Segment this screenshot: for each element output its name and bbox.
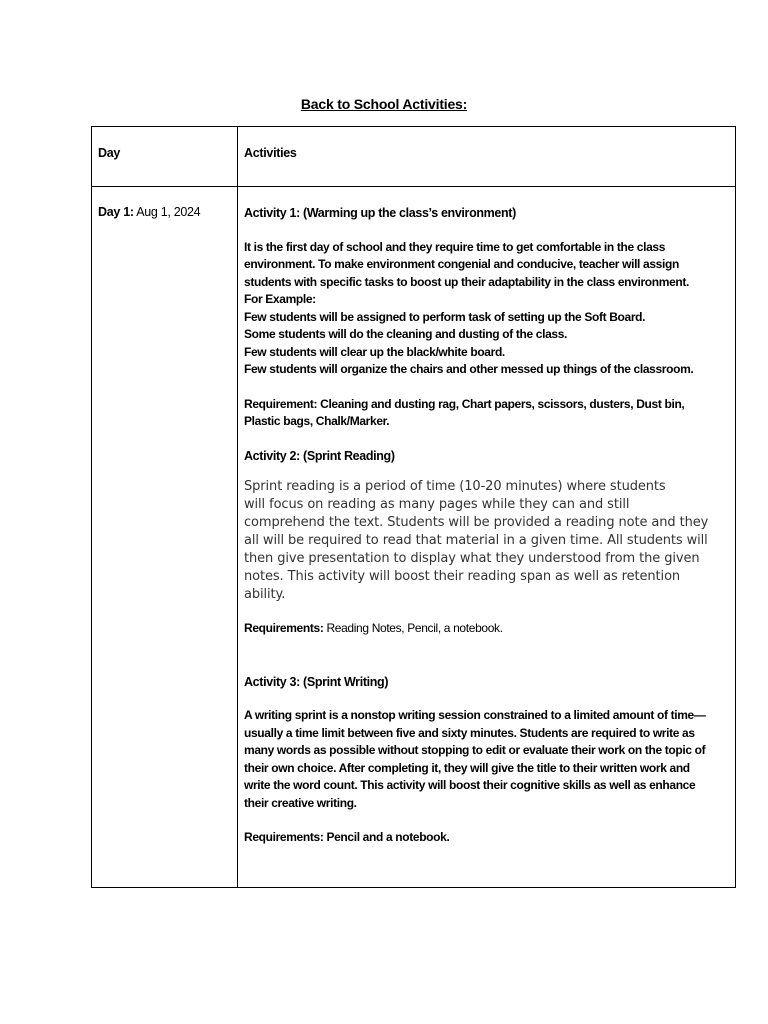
activity-1-line: It is the first day of school and they require time to get comfortable in the class <box>244 239 666 254</box>
activity-3-description <box>244 707 729 812</box>
activity-2-line: all will be required to read that material in a given time. All students will <box>244 533 708 548</box>
activities-content <box>238 187 735 847</box>
day-text <box>92 187 237 219</box>
activity-1-line: For Example: <box>244 292 316 306</box>
day-date: Aug 1, 2024 <box>133 205 201 219</box>
activity-3-title: Activity 3: (Sprint Writing) <box>244 674 389 689</box>
table-header-row <box>92 127 736 187</box>
activity-1-line: Few students will organize the chairs and other messed up things of the classroom. <box>244 362 694 376</box>
table-row <box>92 187 736 888</box>
activities-cell <box>238 187 736 888</box>
activity-1-requirement <box>244 396 729 431</box>
header-activities-cell <box>238 127 736 187</box>
activity-1-line: Few students will be assigned to perform task of setting up the Soft Board. <box>244 309 646 324</box>
activity-1-line: environment. To make environment congenial and conducive, teacher will assign <box>244 257 679 271</box>
activity-3-line: usually a time limit between five and sixty minutes. Students are required to write as <box>244 725 695 740</box>
activity-3-line: write the word count. This activity will boost their cognitive skills as well as enhance <box>244 778 696 792</box>
activity-2-title: Activity 2: (Sprint Reading) <box>244 448 395 463</box>
activity-1-line: students with specific tasks to boost up their adaptability in the class environment. <box>244 274 690 289</box>
activity-2-line: then give presentation to display what they understood from the given <box>244 551 700 566</box>
header-day-cell <box>92 127 238 187</box>
activity-3-line: their own choice. After completing it, they will give the title to their written work and <box>244 760 690 775</box>
activity-3-line: their creative writing. <box>244 795 357 810</box>
activities-table <box>91 126 736 888</box>
activity-3-line: A writing sprint is a nonstop writing session constrained to a limited amount of time— <box>244 708 706 722</box>
activity-2-requirements-label: Requirements: <box>244 621 324 635</box>
activity-3-line: many words as possible without stopping to edit or evaluate their work on the topic of <box>244 743 706 757</box>
activity-1-description <box>244 239 729 379</box>
activity-2-line: ability. <box>244 587 286 602</box>
activity-1-line: Some students will do the cleaning and dusting of the class. <box>244 327 568 341</box>
header-day: Day <box>98 146 121 160</box>
header-activities: Activities <box>244 146 297 160</box>
activity-1-requirement-line: Requirement: Cleaning and dusting rag, Chart papers, scissors, dusters, Dust bin, <box>244 396 685 411</box>
activity-2-line: comprehend the text. Students will be provided a reading note and they <box>244 515 709 530</box>
activity-2-line: will focus on reading as many pages while they can and still <box>244 497 630 512</box>
activity-1-line: Few students will clear up the black/white board. <box>244 344 505 359</box>
activity-2-requirements-value: Reading Notes, Pencil, a notebook. <box>323 621 503 635</box>
activity-1-title: Activity 1: (Warming up the class’s environment) <box>244 206 516 220</box>
activity-2-description <box>244 478 729 604</box>
activity-2-line: notes. This activity will boost their reading span as well as retention <box>244 569 681 584</box>
document-title: Back to School Activities: <box>300 96 468 112</box>
day-label: Day 1: <box>98 205 134 219</box>
activity-3-requirements: Requirements: Pencil and a notebook. <box>244 830 450 844</box>
activity-2-line: Sprint reading is a period of time (10-20 minutes) where students <box>244 479 666 494</box>
day-cell <box>92 187 238 888</box>
activity-2-requirements <box>244 620 729 638</box>
activity-1-requirement-line: Plastic bags, Chalk/Marker. <box>244 414 390 428</box>
